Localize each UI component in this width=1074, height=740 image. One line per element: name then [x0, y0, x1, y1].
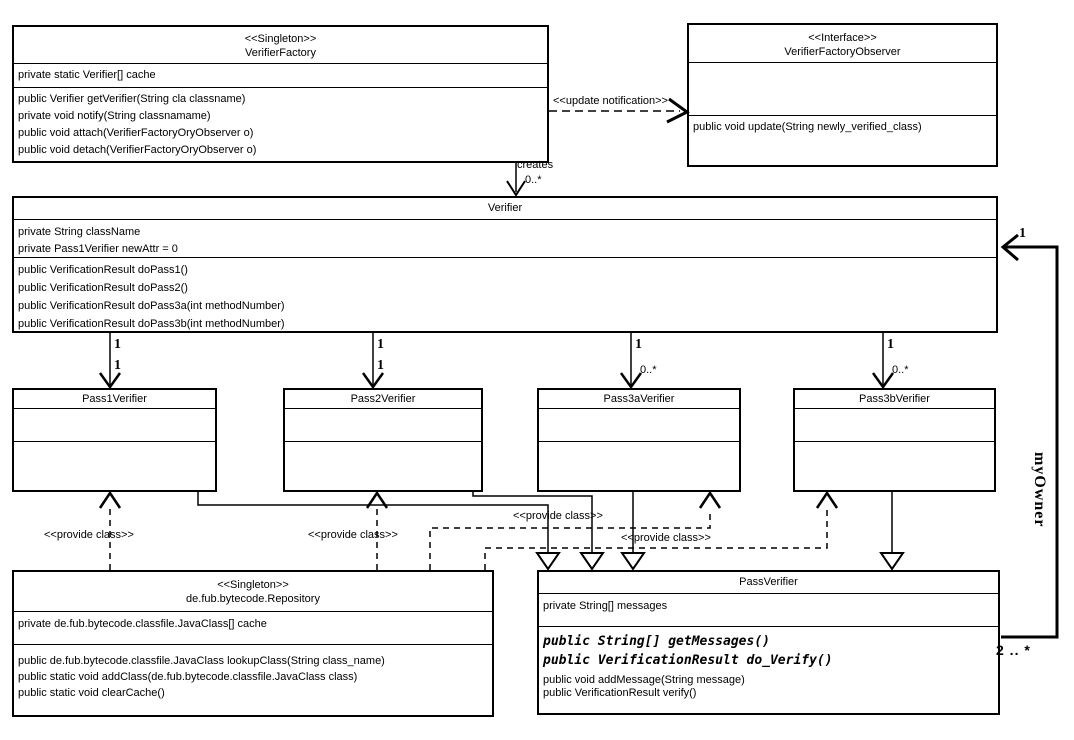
class-box-pass-verifier — [537, 570, 1000, 715]
attributes-compartment — [14, 409, 215, 442]
class-name: PassVerifier — [739, 576, 798, 588]
class-title — [14, 198, 996, 220]
attribute: private de.fub.bytecode.classfile.JavaClass[] cache — [18, 618, 267, 630]
attribute: private static Verifier[] cache — [18, 69, 156, 81]
class-box-pass2-verifier — [283, 388, 483, 492]
provide-class-label-4: <<provide class>> — [621, 532, 711, 544]
creates-multiplicity: 0..* — [525, 174, 542, 186]
attributes-compartment — [689, 63, 996, 116]
creates-label: creates — [517, 159, 554, 171]
class-box-pass1-verifier — [12, 388, 217, 492]
class-box-verifier-factory — [12, 25, 549, 163]
class-name: Pass2Verifier — [350, 393, 416, 405]
inheritance-pass2-passverifier — [473, 492, 603, 569]
attributes-compartment — [539, 409, 739, 442]
class-box-verifier-factory-observer — [687, 23, 998, 167]
method: private void notify(String classnamame) — [18, 110, 211, 122]
update-notification-label: <<update notification>> — [553, 95, 668, 107]
attributes-compartment — [285, 409, 481, 442]
stereotype-label: <<Singleton>> — [244, 33, 317, 45]
my-owner-passverifier-multiplicity: 2 .. * — [996, 642, 1031, 658]
methods-compartment — [14, 88, 547, 159]
multiplicity-source-pass1: 1 — [114, 337, 121, 352]
class-name: de.fub.bytecode.Repository — [186, 593, 320, 605]
method: public VerificationResult doPass3a(int methodNumber) — [18, 300, 285, 312]
abstract-method: public String[] getMessages() — [543, 634, 770, 649]
method: public void detach(VerifierFactoryOryObserver o) — [18, 144, 257, 156]
method: public void addMessage(String message) — [543, 674, 745, 686]
attribute: private String className — [18, 226, 141, 238]
class-box-pass3a-verifier — [537, 388, 741, 492]
multiplicity-target-pass1: 1 — [114, 358, 121, 373]
attributes-compartment — [795, 409, 994, 442]
methods-compartment — [14, 258, 996, 333]
class-box-pass3b-verifier — [793, 388, 996, 492]
method: public static void addClass(de.fub.bytecode.classfile.JavaClass class) — [18, 671, 358, 683]
multiplicity-target-pass3b: 0..* — [892, 364, 909, 376]
class-title — [539, 390, 739, 409]
inheritance-pass3a-passverifier — [622, 492, 644, 569]
my-owner-verifier-multiplicity: 1 — [1019, 226, 1026, 241]
methods-compartment — [14, 645, 492, 701]
method: public static void clearCache() — [18, 687, 165, 699]
method: public void update(String newly_verified_class) — [693, 121, 922, 133]
attributes-compartment — [14, 64, 547, 88]
attribute: private Pass1Verifier newAttr = 0 — [18, 243, 178, 255]
class-box-verifier — [12, 196, 998, 333]
abstract-method: public VerificationResult do_Verify() — [543, 653, 833, 668]
method: public Verifier getVerifier(String cla classname) — [18, 93, 246, 105]
class-title — [14, 27, 547, 64]
class-title — [539, 572, 998, 594]
class-title — [689, 25, 996, 63]
multiplicity-target-pass3a: 0..* — [640, 364, 657, 376]
class-name: VerifierFactoryObserver — [784, 46, 901, 58]
class-name: VerifierFactory — [245, 47, 316, 59]
method: public VerificationResult verify() — [543, 687, 697, 699]
multiplicity-target-pass2: 1 — [377, 358, 384, 373]
method: public VerificationResult doPass2() — [18, 282, 188, 294]
class-title — [285, 390, 481, 409]
attributes-compartment — [14, 220, 996, 258]
method: public void attach(VerifierFactoryOryObserver o) — [18, 127, 254, 139]
class-box-repository — [12, 570, 494, 717]
multiplicity-source-pass3b: 1 — [887, 337, 894, 352]
class-title — [795, 390, 994, 409]
class-name: Verifier — [487, 202, 523, 214]
stereotype-label: <<Singleton>> — [217, 579, 289, 591]
attributes-compartment — [14, 612, 492, 645]
provide-class-label-3: <<provide class>> — [513, 510, 603, 522]
attribute: private String[] messages — [543, 600, 668, 612]
my-owner-label: myOwner — [1031, 452, 1048, 528]
method: public VerificationResult doPass1() — [18, 264, 188, 276]
class-name: Pass3bVerifier — [859, 393, 930, 405]
class-title — [14, 572, 492, 612]
class-title — [14, 390, 215, 409]
method: public VerificationResult doPass3b(int methodNumber) — [18, 318, 285, 330]
multiplicity-source-pass3a: 1 — [635, 337, 642, 352]
multiplicity-source-pass2: 1 — [377, 337, 384, 352]
method: public de.fub.bytecode.classfile.JavaClass lookupClass(String class_name) — [18, 655, 385, 667]
attributes-compartment — [539, 594, 998, 627]
methods-compartment — [539, 627, 998, 700]
class-name: Pass1Verifier — [82, 393, 147, 405]
provide-class-label-1: <<provide class>> — [44, 529, 134, 541]
methods-compartment — [689, 116, 996, 133]
inheritance-pass3b-passverifier — [881, 492, 903, 569]
class-name: Pass3aVerifier — [603, 393, 675, 405]
my-owner-association — [1001, 235, 1057, 637]
stereotype-label: <<Interface>> — [808, 32, 877, 44]
provide-class-label-2: <<provide class>> — [308, 529, 398, 541]
